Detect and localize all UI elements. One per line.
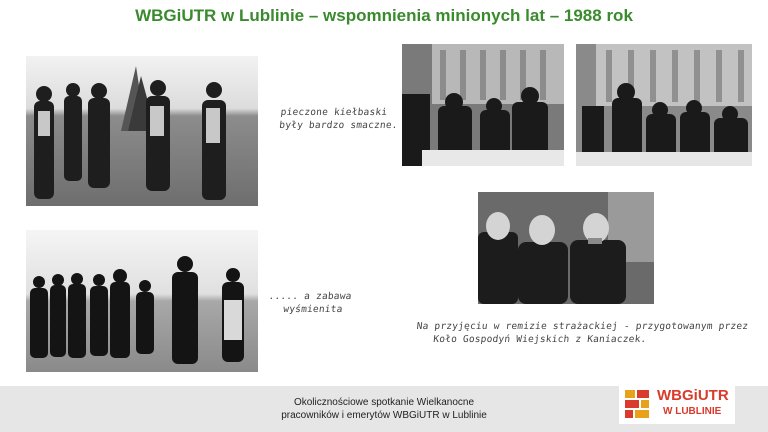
- photo-indoor-table-right: [576, 44, 752, 166]
- wbgiutr-logo: [619, 384, 735, 424]
- caption-line: pieczone kiełbaski: [280, 107, 388, 118]
- logo-subtext: W LUBLINIE: [663, 406, 722, 417]
- footer-caption: [248, 396, 520, 422]
- photo-indoor-table-left: [402, 44, 564, 166]
- footer-line: Okolicznościowe spotkanie Wielkanocne: [293, 397, 475, 408]
- photo-indoor-closeup: [478, 192, 654, 304]
- photo-group-dancing: [26, 230, 258, 372]
- album-page-right: [402, 36, 768, 386]
- logo-mark-icon: [623, 388, 653, 420]
- footer-line: pracowników i emerytów WBGiUTR w Lublinie: [281, 410, 487, 421]
- caption-line: wyśmienita: [282, 304, 344, 315]
- caption-line: Na przyjęciu w remizie strażackiej - przygotowanym przez: [416, 321, 749, 332]
- logo-text: WBGiUTR: [657, 387, 729, 404]
- caption-line: Koło Gospodyń Wiejskich z Kaniaczek.: [432, 334, 648, 345]
- caption-sausages: [279, 106, 400, 132]
- caption-line: były bardzo smaczne.: [278, 120, 399, 131]
- caption-party: [267, 290, 353, 316]
- caption-line: ..... a zabawa: [268, 291, 353, 302]
- photo-group-outdoor-sausages: [26, 56, 258, 206]
- album-page-left: [10, 44, 402, 386]
- caption-fire-station: [415, 320, 749, 346]
- page-title: WBGiUTR w Lublinie – wspomnienia minionych lat – 1988 rok: [135, 6, 633, 25]
